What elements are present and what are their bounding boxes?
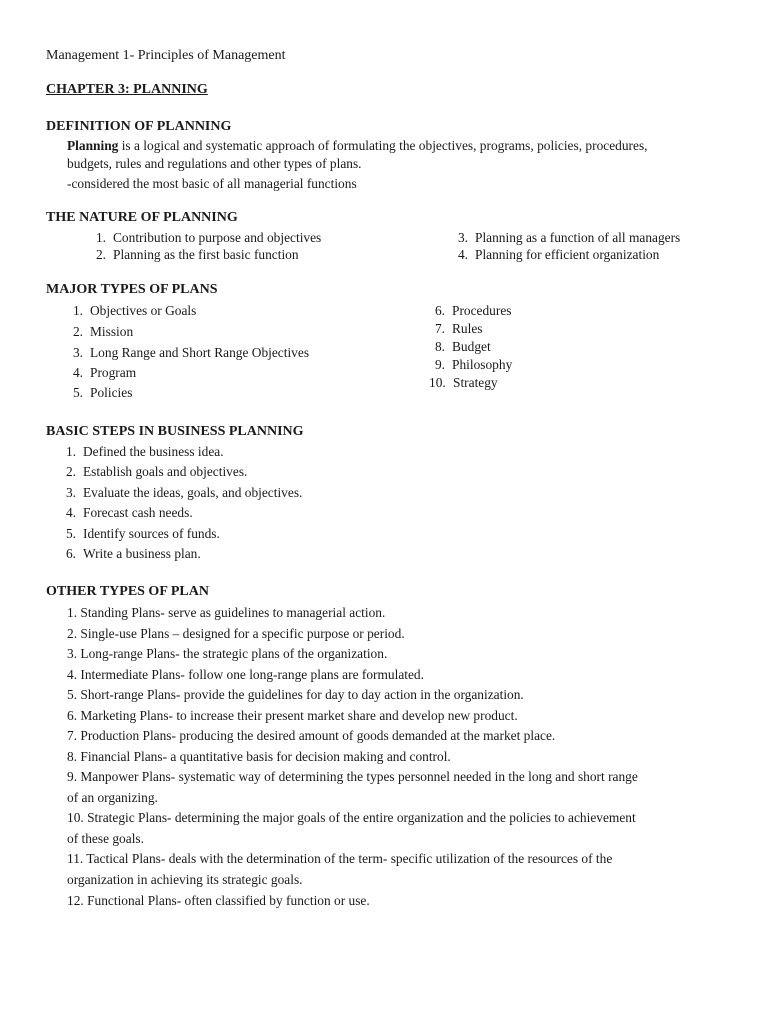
other-type-line: organization in achieving its strategic goals. xyxy=(67,872,303,887)
list-number: 4. xyxy=(65,505,76,520)
list-item xyxy=(61,325,133,338)
list-text: Contribution to purpose and objectives xyxy=(113,230,322,245)
list-item xyxy=(423,340,491,353)
list-number: 3. xyxy=(65,485,76,500)
list-number: 1. xyxy=(65,444,76,459)
list-text: Program xyxy=(90,365,137,380)
list-number: 2. xyxy=(65,464,76,479)
list-text: Evaluate the ideas, goals, and objectives. xyxy=(83,485,303,500)
list-item xyxy=(446,231,680,244)
list-number: 5. xyxy=(72,385,83,400)
other-type-line: 5. Short-range Plans- provide the guidelines for day to day action in the organization. xyxy=(67,687,524,702)
list-text: Policies xyxy=(90,385,133,400)
list-number: 6. xyxy=(434,303,445,318)
major-types-heading: MAJOR TYPES OF PLANS xyxy=(46,282,218,297)
list-number: 6. xyxy=(65,546,76,561)
list-item xyxy=(423,304,512,317)
list-item xyxy=(446,248,659,261)
list-text: Mission xyxy=(90,324,134,339)
list-text: Planning as the first basic function xyxy=(113,247,299,262)
list-number: 7. xyxy=(434,321,445,336)
list-number: 2. xyxy=(72,324,83,339)
list-number: 5. xyxy=(65,526,76,541)
list-item xyxy=(423,322,483,335)
definition-heading: DEFINITION OF PLANNING xyxy=(46,119,232,134)
list-text: Procedures xyxy=(452,303,512,318)
list-text: Identify sources of funds. xyxy=(83,526,220,541)
list-text: Write a business plan. xyxy=(83,546,201,561)
list-item xyxy=(84,248,299,261)
nature-heading: THE NATURE OF PLANNING xyxy=(46,210,238,225)
list-text: Forecast cash needs. xyxy=(83,505,193,520)
list-text: Defined the business idea. xyxy=(83,444,224,459)
definition-text-line1: is a logical and systematic approach of formulating the objectives, programs, policies, procedures, xyxy=(118,138,648,153)
list-text: Strategy xyxy=(453,375,498,390)
list-text: Long Range and Short Range Objectives xyxy=(90,345,310,360)
list-number: 2. xyxy=(95,247,106,262)
other-type-line: 1. Standing Plans- serve as guidelines to managerial action. xyxy=(67,605,386,620)
definition-term: Planning xyxy=(67,138,119,153)
list-number: 3. xyxy=(72,345,83,360)
list-text: Philosophy xyxy=(452,357,513,372)
list-number: 8. xyxy=(434,339,445,354)
list-text: Planning for efficient organization xyxy=(475,247,660,262)
list-number: 4. xyxy=(457,247,468,262)
other-type-line: 10. Strategic Plans- determining the major goals of the entire organization and the policies to achievement xyxy=(67,810,636,825)
list-text: Establish goals and objectives. xyxy=(83,464,248,479)
list-item xyxy=(429,376,498,389)
list-item xyxy=(61,366,136,379)
list-number: 4. xyxy=(72,365,83,380)
list-item xyxy=(61,304,196,317)
list-text: Objectives or Goals xyxy=(90,303,197,318)
list-item xyxy=(61,386,132,399)
list-item xyxy=(423,358,512,371)
list-number: 1. xyxy=(72,303,83,318)
other-type-line: 9. Manpower Plans- systematic way of determining the types personnel needed in the long and short range xyxy=(67,769,638,784)
list-text: Planning as a function of all managers xyxy=(475,230,681,245)
definition-paragraph xyxy=(67,137,727,173)
list-item xyxy=(54,445,224,458)
list-item xyxy=(61,346,309,359)
other-type-line: 8. Financial Plans- a quantitative basis for decision making and control. xyxy=(67,749,451,764)
other-type-line: 12. Functional Plans- often classified by function or use. xyxy=(67,893,370,908)
list-item xyxy=(54,465,247,478)
basic-steps-heading: BASIC STEPS IN BUSINESS PLANNING xyxy=(46,424,304,439)
list-item xyxy=(54,486,302,499)
other-type-line: 4. Intermediate Plans- follow one long-range plans are formulated. xyxy=(67,667,424,682)
list-item xyxy=(54,547,201,560)
other-type-line: 6. Marketing Plans- to increase their present market share and develop new product. xyxy=(67,708,518,723)
list-number: 1. xyxy=(95,230,106,245)
other-type-line: 2. Single-use Plans – designed for a specific purpose or period. xyxy=(67,626,405,641)
list-item xyxy=(54,527,220,540)
other-type-line: 11. Tactical Plans- deals with the determination of the term- specific utilization of the resources of the xyxy=(67,851,613,866)
other-type-line: 3. Long-range Plans- the strategic plans of the organization. xyxy=(67,646,388,661)
list-number: 3. xyxy=(457,230,468,245)
list-number: 10. xyxy=(429,375,446,390)
list-text: Rules xyxy=(452,321,483,336)
other-type-line: 7. Production Plans- producing the desired amount of goods demanded at the market place. xyxy=(67,728,556,743)
list-text: Budget xyxy=(452,339,491,354)
list-item xyxy=(54,506,193,519)
other-type-line: of these goals. xyxy=(67,831,144,846)
other-types-heading: OTHER TYPES OF PLAN xyxy=(46,584,209,599)
definition-note: -considered the most basic of all managerial functions xyxy=(67,176,357,191)
definition-text-line2: budgets, rules and regulations and other types of plans. xyxy=(67,156,362,171)
course-title: Management 1- Principles of Management xyxy=(46,48,286,63)
list-number: 9. xyxy=(434,357,445,372)
list-item xyxy=(84,231,321,244)
other-type-line: of an organizing. xyxy=(67,790,158,805)
chapter-title: CHAPTER 3: PLANNING xyxy=(46,82,208,97)
